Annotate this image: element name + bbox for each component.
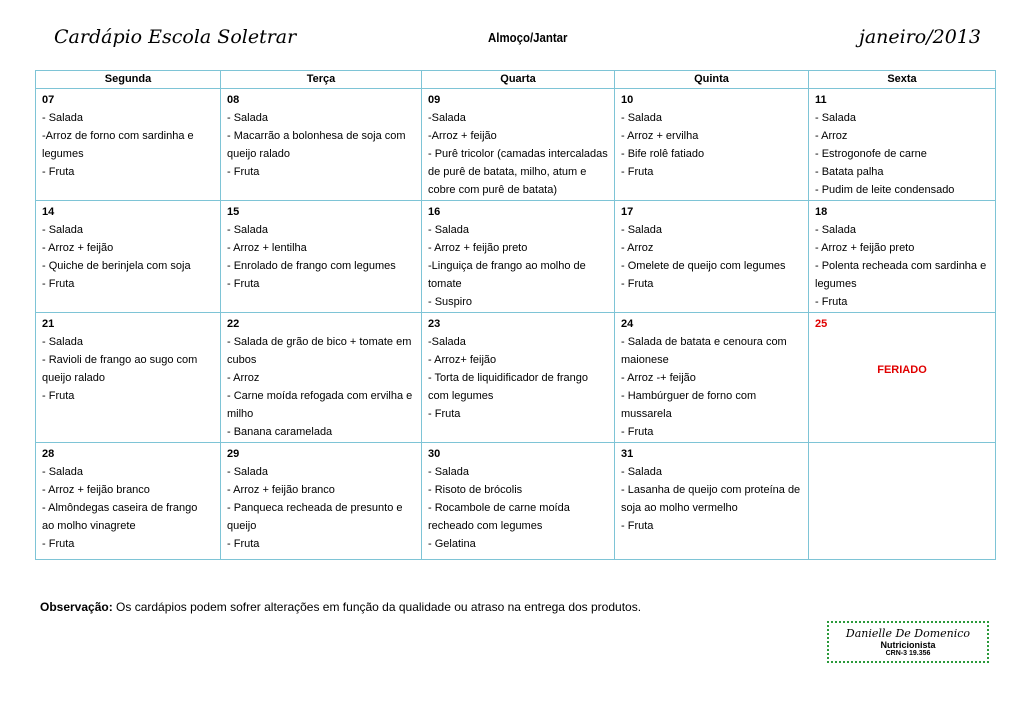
menu-item: - Banana caramelada [227,426,333,438]
menu-item: - Fruta [621,426,654,438]
menu-item: - Arroz [227,372,260,384]
day-number: 30 [428,448,441,460]
menu-item: legumes [815,278,857,290]
menu-item: - Ravioli de frango ao sugo com [42,354,198,366]
school-title: Cardápio Escola Soletrar [54,26,297,48]
holiday-label: FERIADO [877,364,927,376]
menu-item: - Arroz + ervilha [621,130,699,142]
menu-item: milho [227,408,254,420]
week-row [36,443,996,560]
day-number: 18 [815,206,828,218]
menu-item: - Salada de grão de bico + tomate em [227,336,412,348]
menu-item: - Fruta [428,408,461,420]
menu-item: - Fruta [42,390,75,402]
menu-item: - Batata palha [815,166,884,178]
day-number: 16 [428,206,441,218]
menu-table [35,70,996,560]
menu-item: - Arroz -+ feijão [621,372,696,384]
menu-item: recheado com legumes [428,520,543,532]
day-cell [809,443,996,560]
menu-item: - Lasanha de queijo com proteína de [621,484,801,496]
menu-item: - Panqueca recheada de presunto e [227,502,403,514]
day-cell [36,443,221,560]
observation-label: Observação: [40,600,113,614]
menu-item: ao molho vinagrete [42,520,136,532]
menu-item: -Salada [428,112,466,124]
day-number: 21 [42,318,55,330]
day-cell [221,89,422,201]
menu-item: - Fruta [621,520,654,532]
week-row [36,201,996,313]
menu-item: - Fruta [815,296,848,308]
menu-item: - Fruta [621,278,654,290]
menu-item: de purê de batata, milho, atum e [428,166,587,178]
weekday-header-row [36,71,996,89]
observation-note [40,600,641,614]
menu-item: - Salada [42,112,83,124]
menu-item: - Fruta [621,166,654,178]
month-title: janeiro/2013 [858,26,981,48]
day-number: 17 [621,206,634,218]
day-cell [809,313,996,443]
day-cell [422,443,615,560]
menu-item: - Salada [428,466,469,478]
day-cell [221,201,422,313]
day-number: 29 [227,448,240,460]
day-number: 15 [227,206,240,218]
day-number: 11 [815,94,827,106]
menu-item: queijo ralado [227,148,290,160]
header-segunda: Segunda [36,71,221,89]
menu-item: - Arroz+ feijão [428,354,497,366]
menu-item: - Arroz + feijão [42,242,114,254]
menu-item: maionese [621,354,669,366]
menu-item: cubos [227,354,257,366]
menu-item: - Salada [227,466,268,478]
day-number: 08 [227,94,240,106]
menu-item: - Macarrão a bolonhesa de soja com [227,130,406,142]
week-row [36,89,996,201]
menu-item: - Omelete de queijo com legumes [621,260,786,272]
day-number: 07 [42,94,55,106]
day-cell [422,313,615,443]
menu-item: cobre com purê de batata) [428,184,558,196]
menu-item: queijo ralado [42,372,105,384]
menu-item: com legumes [428,390,494,402]
menu-item: - Quiche de berinjela com soja [42,260,191,272]
menu-item: - Arroz [815,130,848,142]
menu-item: - Rocambole de carne moída [428,502,570,514]
menu-item: - Purê tricolor (camadas intercaladas [428,148,608,160]
day-number: 25 [815,318,828,330]
menu-item: - Suspiro [428,296,473,308]
menu-item: - Salada de batata e cenoura com [621,336,787,348]
day-cell [809,89,996,201]
menu-item: - Fruta [227,166,260,178]
observation-text: Os cardápios podem sofrer alterações em função da qualidade ou atraso na entrega dos produtos. [112,600,642,614]
menu-item: - Fruta [42,166,75,178]
menu-item: - Arroz [621,242,654,254]
menu-item: - Salada [42,466,83,478]
menu-item: - Salada [621,466,662,478]
menu-item: - Risoto de brócolis [428,484,523,496]
header-sexta: Sexta [809,71,996,89]
nutritionist-stamp [827,621,989,663]
menu-item: - Bife rolê fatiado [621,148,705,160]
menu-item: - Arroz + feijão preto [428,242,528,254]
day-number: 22 [227,318,240,330]
menu-item: - Carne moída refogada com ervilha e [227,390,413,402]
day-cell [221,313,422,443]
menu-item: - Salada [621,224,662,236]
day-cell [615,201,809,313]
day-cell [36,313,221,443]
nutritionist-role: Nutricionista [880,640,936,650]
nutritionist-name: Danielle De Domenico [845,627,971,640]
menu-item: - Hambúrguer de forno com [621,390,757,402]
day-cell [422,89,615,201]
day-number: 24 [621,318,634,330]
menu-item: - Almôndegas caseira de frango [42,502,198,514]
menu-item: -Linguiça de frango ao molho de [428,260,586,272]
menu-item: - Arroz + feijão branco [42,484,150,496]
menu-item: - Salada [815,112,856,124]
menu-item: - Arroz + lentilha [227,242,307,254]
day-cell [36,201,221,313]
menu-item: - Salada [428,224,469,236]
menu-item: - Fruta [227,278,260,290]
menu-item: - Enrolado de frango com legumes [227,260,396,272]
menu-item: tomate [428,278,462,290]
menu-item: - Salada [815,224,856,236]
menu-item: - Fruta [227,538,260,550]
menu-item: - Arroz + feijão branco [227,484,335,496]
day-number: 10 [621,94,634,106]
menu-item: - Fruta [42,278,75,290]
menu-item: - Salada [42,224,83,236]
week-row [36,313,996,443]
menu-item: - Gelatina [428,538,476,550]
nutritionist-crn: CRN-3 19.356 [885,650,931,657]
menu-item: -Salada [428,336,466,348]
day-number: 28 [42,448,55,460]
day-number: 23 [428,318,441,330]
day-cell [809,201,996,313]
menu-item: soja ao molho vermelho [621,502,738,514]
header-quinta: Quinta [615,71,809,89]
menu-item: - Polenta recheada com sardinha e [815,260,987,272]
day-cell [615,89,809,201]
day-number: 09 [428,94,441,106]
day-cell [221,443,422,560]
menu-item: - Arroz + feijão preto [815,242,915,254]
menu-item: - Estrogonofe de carne [815,148,927,160]
menu-item: - Fruta [42,538,75,550]
menu-item: -Arroz de forno com sardinha e [42,130,194,142]
menu-item: - Pudim de leite condensado [815,184,955,196]
menu-item: queijo [227,520,257,532]
menu-item: -Arroz + feijão [428,130,497,142]
menu-item: legumes [42,148,84,160]
menu-item: - Torta de liquidificador de frango [428,372,589,384]
menu-item: mussarela [621,408,672,420]
menu-item: - Salada [227,224,268,236]
menu-item: - Salada [42,336,83,348]
day-cell [615,313,809,443]
menu-item: - Salada [621,112,662,124]
menu-item: - Salada [227,112,268,124]
header-quarta: Quarta [422,71,615,89]
header-terca: Terça [221,71,422,89]
day-cell [422,201,615,313]
day-cell [615,443,809,560]
day-cell [36,89,221,201]
day-number: 31 [621,448,634,460]
day-number: 14 [42,206,55,218]
meal-title: Almoço/Jantar [488,30,568,45]
